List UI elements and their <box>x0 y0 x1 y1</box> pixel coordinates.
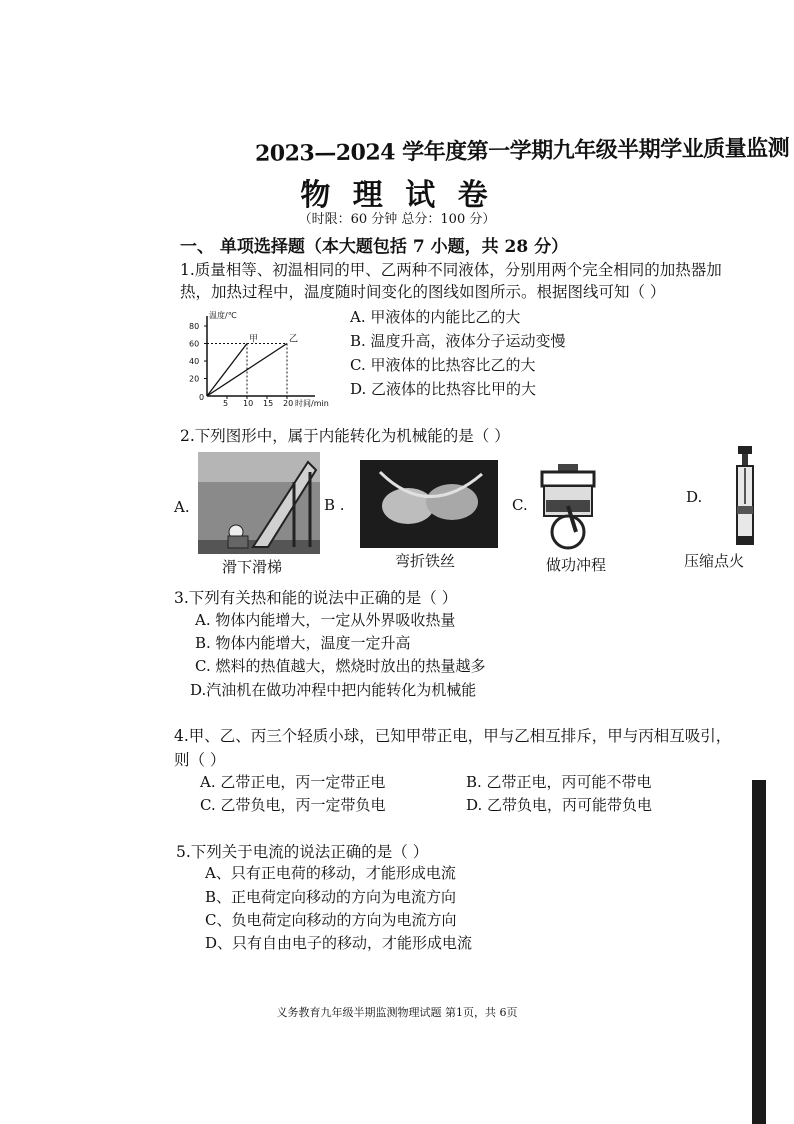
q5-option-a: A、只有正电荷的移动，才能形成电流 <box>205 864 456 882</box>
q4-stem-line1: 4.甲、乙、丙三个轻质小球，已知甲带正电，甲与乙相互排斥，甲与丙相互吸引， <box>174 727 732 745</box>
q2-caption-c: 做功冲程 <box>546 556 607 574</box>
q2-stem: 2.下列图形中，属于内能转化为机械能的是（ ） <box>180 427 510 445</box>
scan-edge-shadow <box>752 780 766 1124</box>
q1-stem-line1: 1.质量相等、初温相同的甲、乙两种不同液体，分别用两个完全相同的加热器加 <box>180 261 722 279</box>
q2-caption-b: 弯折铁丝 <box>395 552 456 570</box>
page-footer: 义务教育九年级半期监测物理试题 第1页，共 6页 <box>276 1006 518 1019</box>
exam-title: 2023—2024 学年度第一学期九年级半期学业质量监测 <box>254 135 790 167</box>
bending-wire-illustration <box>360 460 498 548</box>
power-stroke-illustration <box>536 462 600 552</box>
y-axis-label: 温度/℃ <box>209 311 237 320</box>
x-tick-label-2: 15 <box>263 399 274 408</box>
q3-stem: 3.下列有关热和能的说法中正确的是（ ） <box>174 589 458 607</box>
q2-caption-a: 滑下滑梯 <box>222 558 283 576</box>
q1-stem-line2: 热，加热过程中，温度随时间变化的图线如图所示。根据图线可知（ ） <box>180 283 666 301</box>
series-label-0: 甲 <box>249 334 259 345</box>
series-label-1: 乙 <box>289 334 299 345</box>
q5-option-c: C、负电荷定向移动的方向为电流方向 <box>205 911 457 929</box>
q3-option-d: D.汽油机在做功冲程中把内能转化为机械能 <box>190 681 477 699</box>
y-tick-label-1: 40 <box>189 357 200 366</box>
q2-label-d: D. <box>686 488 703 506</box>
q3-option-a: A. 物体内能增大，一定从外界吸收热量 <box>195 611 456 629</box>
x-tick-label-0: 5 <box>223 399 229 408</box>
q5-stem: 5.下列关于电流的说法正确的是（ ） <box>176 843 429 861</box>
q4-option-b: B. 乙带正电，丙可能不带电 <box>466 773 652 791</box>
time-and-score-limits: （时限：60 分钟 总分：100 分） <box>298 212 496 227</box>
q2-label-a: A. <box>174 498 190 516</box>
q3-option-c: C. 燃料的热值越大，燃烧时放出的热量越多 <box>195 657 486 675</box>
y-tick-label-0: 20 <box>189 374 200 384</box>
q5-option-d: D、只有自由电子的移动，才能形成电流 <box>205 934 473 952</box>
section-heading: 一、 单项选择题（本大题包括 7 小题，共 28 分） <box>180 237 569 257</box>
q2-label-b: B . <box>324 496 345 514</box>
q1-option-b: B. 温度升高，液体分子运动变慢 <box>350 332 566 350</box>
origin-label: 0 <box>199 393 205 402</box>
y-tick-label-2: 60 <box>189 339 200 349</box>
q1-option-c: C. 甲液体的比热容比乙的大 <box>350 356 536 374</box>
q2-caption-d: 压缩点火 <box>684 552 745 570</box>
q1-option-d: D. 乙液体的比热容比甲的大 <box>350 380 537 398</box>
subject-title: 物 理 试 卷 <box>300 178 494 213</box>
q4-stem-line2: 则（ ） <box>174 751 226 769</box>
q3-option-b: B. 物体内能增大，温度一定升高 <box>195 634 411 652</box>
q4-option-d: D. 乙带负电，丙可能带负电 <box>466 796 653 814</box>
x-tick-label-3: 20 <box>283 399 294 408</box>
q1-temperature-time-chart <box>183 310 343 410</box>
q4-option-a: A. 乙带正电，丙一定带正电 <box>200 773 386 791</box>
x-axis-label: 时间/min <box>295 399 329 408</box>
y-tick-label-3: 80 <box>189 322 200 331</box>
q5-option-b: B、正电荷定向移动的方向为电流方向 <box>205 888 457 906</box>
q1-option-a: A. 甲液体的内能比乙的大 <box>350 308 521 326</box>
slide-illustration <box>198 452 320 554</box>
series-line-0 <box>207 344 247 397</box>
q4-option-c: C. 乙带负电，丙一定带负电 <box>200 796 386 814</box>
x-tick-label-1: 10 <box>243 399 254 408</box>
q2-label-c: C. <box>512 496 528 514</box>
compression-ignition-illustration <box>730 444 760 550</box>
